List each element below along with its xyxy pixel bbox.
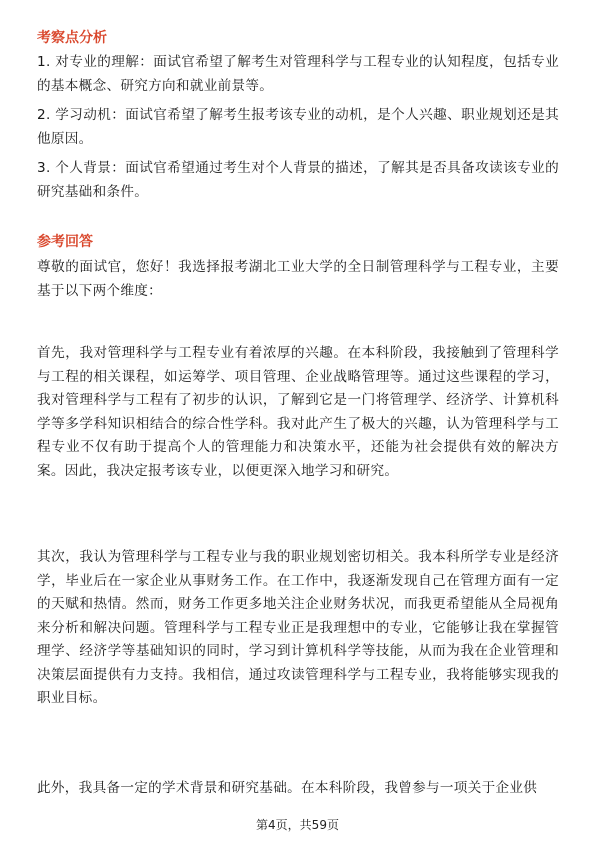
answer-paragraph-third: 此外，我具备一定的学术背景和研究基础。在本科阶段，我曾参与一项关于企业供 [37,780,538,796]
analysis-point-1: 1. 对专业的理解：面试官希望了解考生对管理科学与工程专业的认知程度，包括专业的基本概念、研究方向和就业前景等。 [37,54,559,94]
page-number: 第4页，共59页 [256,818,339,832]
analysis-section-title: 考察点分析 [37,30,107,46]
answer-section-title: 参考回答 [37,234,93,250]
analysis-point-3: 3. 个人背景：面试官希望通过考生对个人背景的描述，了解其是否具备攻读该专业的研究基础和条件。 [37,160,559,200]
answer-paragraph-second: 其次，我认为管理科学与工程专业与我的职业规划密切相关。我本科所学专业是经济学，毕业后在一家企业从事财务工作。在工作中，我逐渐发现自己在管理方面有一定的天赋和热情。然而，财务工作更多地关注企业财务状况，而我更希望能从全局视角来分析和解决问题。管理科学与工程专业正是我理想中的专业，它能够让我在掌握管理学、经济学等基础知识的同时，学习到计算机科学等技能，从而为我在企业管理和决策层面提供有力支持。我相信，通过攻读管理科学与工程专业，我将能够实现我的职业目标。 [37,549,559,706]
analysis-point-2: 2. 学习动机：面试官希望了解考生报考该专业的动机，是个人兴趣、职业规划还是其他原因。 [37,107,559,147]
answer-paragraph-first: 首先，我对管理科学与工程专业有着浓厚的兴趣。在本科阶段，我接触到了管理科学与工程的相关课程，如运筹学、项目管理、企业战略管理等。通过这些课程的学习，我对管理科学与工程有了初步的认识，了解到它是一门将管理学、经济学、计算机科学等多学科知识相结合的综合性学科。我对此产生了极大的兴趣，认为管理科学与工程专业不仅有助于提高个人的管理能力和决策水平，还能为社会提供有效的解决方案。因此，我决定报考该专业，以便更深入地学习和研究。 [37,345,559,479]
answer-paragraph-intro: 尊敬的面试官，您好！我选择报考湖北工业大学的全日制管理科学与工程专业，主要基于以下两个维度： [37,259,559,299]
